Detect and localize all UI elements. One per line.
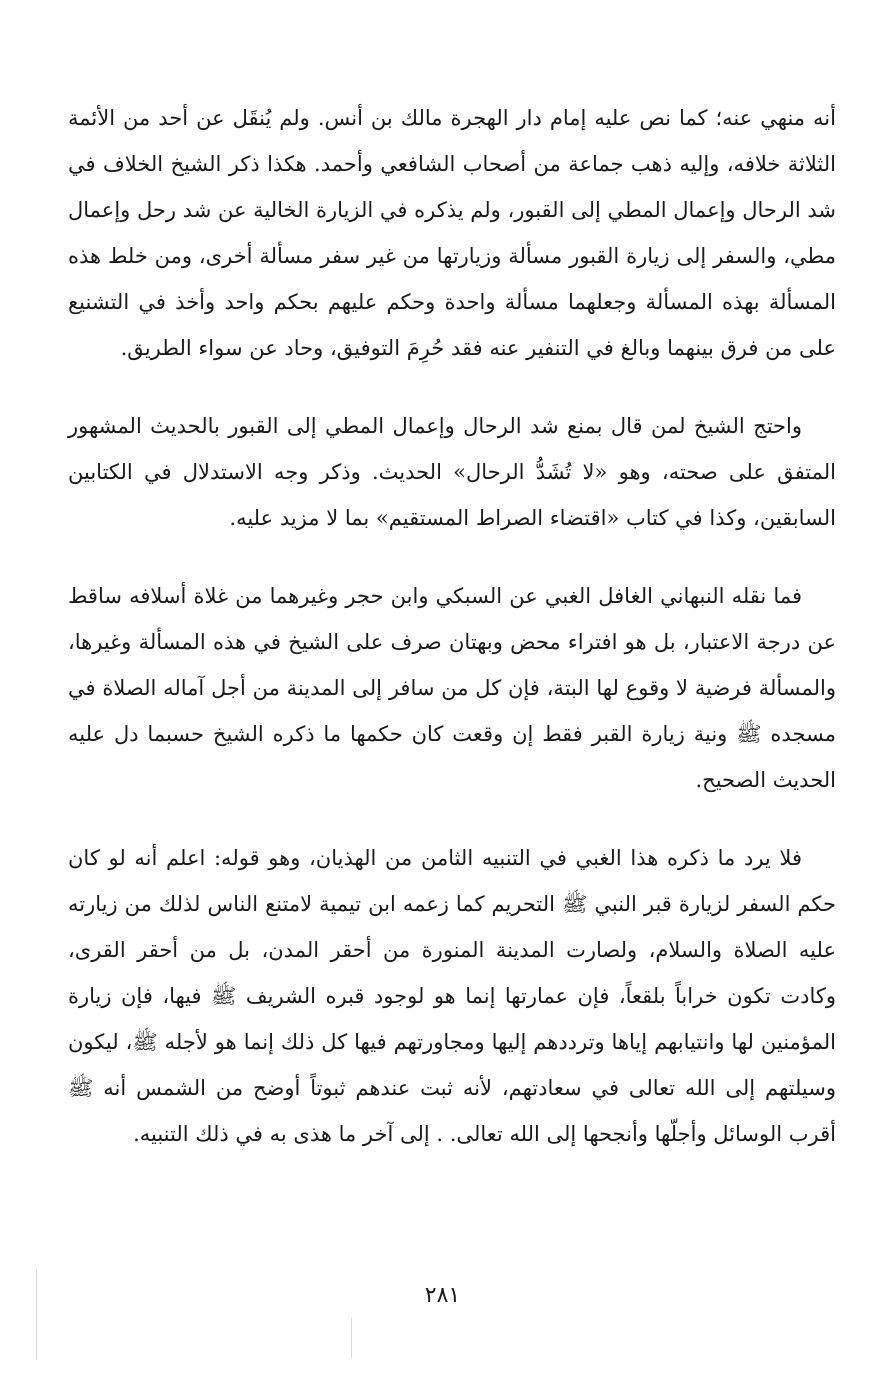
page-body bbox=[68, 95, 836, 1157]
paragraph-4: فلا يرد ما ذكره هذا الغبي في التنبيه الثامن من الهذيان، وهو قوله: اعلم أنه لو كان حكم السفر لزيارة قبر النبي ﷺ التحريم كما زعمه ابن تيمية لامتنع الناس لذلك من زيارته عليه الصلاة والسلام، ولصارت المدينة المنورة من أحقر المدن، بل من أحقر القرى، وكادت تكون خراباً بلقعاً، فإن عمارتها إنما هو لوجود قبره الشريف ﷺ فيها، فإن زيارة المؤمنين لها وانتيابهم إياها وترددهم إليها ومجاورتهم فيها كل ذلك إنما هو لأجله ﷺ، ليكون وسيلتهم إلى الله تعالى في سعادتهم، لأنه ثبت عندهم ثبوتاً أوضح من الشمس أنه ﷺ أقرب الوسائل وأجلّها وأنجحها إلى الله تعالى. . إلى آخر ما هذى به في ذلك التنبيه. bbox=[68, 846, 836, 1146]
paragraph-gap bbox=[68, 541, 836, 573]
paragraph-gap bbox=[68, 803, 836, 835]
paragraph-2: واحتج الشيخ لمن قال بمنع شد الرحال وإعمال المطي إلى القبور بالحديث المشهور المتفق على صحته، وهو «لا تُشَدُّ الرحال» الحديث. وذكر وجه الاستدلال في الكتابين السابقين، وكذا في كتاب «اقتضاء الصراط المستقيم» بما لا مزيد عليه. bbox=[68, 414, 836, 530]
page-number: ٢٨١ bbox=[424, 1283, 461, 1308]
paragraph-gap bbox=[68, 371, 836, 403]
paragraph-1: أنه منهي عنه؛ كما نص عليه إمام دار الهجرة مالك بن أنس. ولم يُنقَل عن أحد من الأئمة الثلاثة خلافه، وإليه ذهب جماعة من أصحاب الشافعي وأحمد. هكذا ذكر الشيخ الخلاف في شد الرحال وإعمال المطي إلى القبور، ولم يذكره في الزيارة الخالية عن شد رحل وإعمال مطي، والسفر إلى زيارة القبور مسألة وزيارتها من غير سفر مسألة أخرى، ومن خلط هذه المسألة بهذه المسألة وجعلهما مسألة واحدة وحكم عليهم بحكم واحد وأخذ في التشنيع على من فرق بينهما وبالغ في التنفير عنه فقد حُرِمَ التوفيق، وحاد عن سواء الطريق. bbox=[68, 106, 836, 360]
scan-margin-line bbox=[36, 1270, 37, 1360]
paragraph-3: فما نقله النبهاني الغافل الغبي عن السبكي وابن حجر وغيرهما من غلاة أسلافه ساقط عن درجة الاعتبار، بل هو افتراء محض وبهتان صرف على الشيخ في هذه المسألة وغيرها، والمسألة فرضية لا وقوع لها البتة، فإن كل من سافر إلى المدينة من أجل آماله الصلاة في مسجده ﷺ ونية زيارة القبر فقط إن وقعت كان حكمها ما ذكره الشيخ حسبما دل عليه الحديث الصحيح. bbox=[68, 584, 836, 792]
scan-margin-line bbox=[351, 1318, 352, 1358]
